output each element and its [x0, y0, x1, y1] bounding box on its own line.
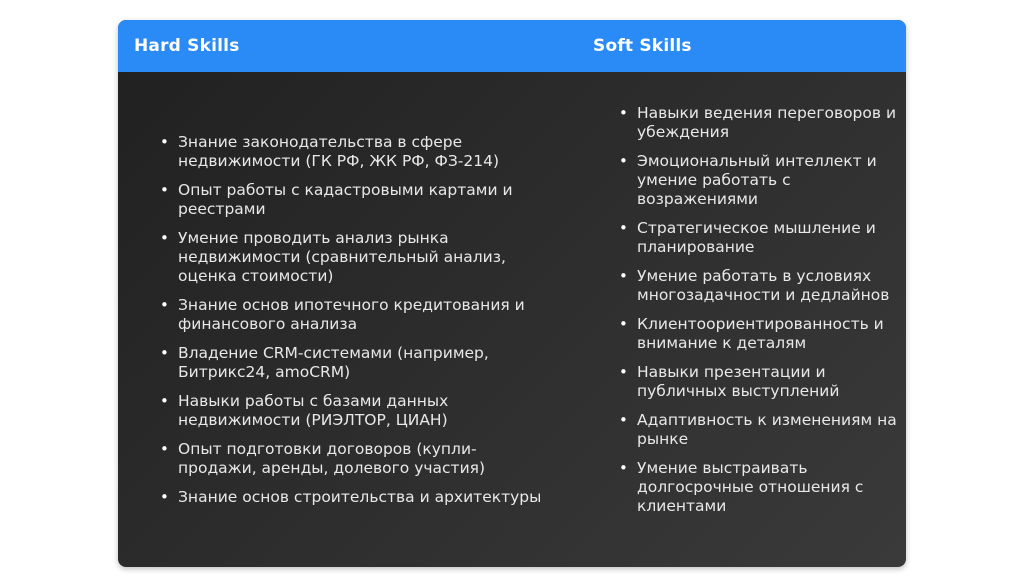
bullet-icon: •: [160, 343, 169, 362]
bullet-icon: •: [619, 219, 628, 238]
list-item: [619, 152, 899, 210]
bullet-icon: •: [619, 458, 628, 477]
soft-skill-text: Клиентоориентированность и внимание к деталям: [637, 314, 884, 353]
hard-skills-title: Hard Skills: [134, 36, 240, 56]
skills-card: [118, 20, 906, 567]
soft-skill-text: Умение работать в условиях многозадачности и дедлайнов: [637, 266, 890, 305]
bullet-icon: •: [160, 391, 169, 410]
list-item: [619, 315, 899, 354]
bullet-icon: •: [160, 228, 169, 247]
hard-skill-text: Знание законодательства в сфере недвижимости (ГК РФ, ЖК РФ, ФЗ-214): [178, 133, 500, 171]
soft-skill-text: Навыки презентации и публичных выступлений: [637, 362, 840, 401]
soft-skill-text: Навыки ведения переговоров и убеждения: [637, 104, 897, 142]
soft-skill-text: Стратегическое мышление и планирование: [637, 219, 876, 257]
bullet-icon: •: [160, 180, 169, 199]
hard-skills-list: [160, 133, 550, 516]
bullet-icon: •: [619, 410, 628, 429]
hard-skill-text: Опыт работы с кадастровыми картами и реестрами: [178, 180, 513, 219]
bullet-icon: •: [160, 487, 169, 506]
hard-skill-text: Знание основ ипотечного кредитования и финансового анализа: [178, 295, 525, 334]
hard-skill-text: Опыт подготовки договоров (купли-продажи, аренды, долевого участия): [178, 439, 486, 477]
bullet-icon: •: [619, 314, 628, 333]
list-item: [619, 411, 899, 450]
soft-skill-text: Умение выстраивать долгосрочные отношения с клиентами: [637, 458, 864, 516]
list-item: [160, 488, 550, 507]
bullet-icon: •: [619, 104, 628, 122]
bullet-icon: •: [619, 151, 628, 170]
list-item: [160, 392, 550, 431]
list-item: [619, 363, 899, 402]
bullet-icon: •: [160, 439, 169, 458]
soft-skill-text: Эмоциональный интеллект и умение работать с возражениями: [637, 151, 877, 209]
bullet-icon: •: [619, 362, 628, 381]
list-item: [160, 229, 550, 287]
hard-skill-text: Владение CRM-системами (например, Битрикс24, amoCRM): [178, 343, 489, 382]
list-item: [160, 344, 550, 383]
hard-skill-text: Навыки работы с базами данных недвижимости (РИЭЛТОР, ЦИАН): [178, 391, 449, 430]
bullet-icon: •: [160, 133, 169, 151]
soft-skills-title: Soft Skills: [593, 36, 692, 56]
list-item: [160, 181, 550, 220]
bullet-icon: •: [619, 266, 628, 285]
list-item: [160, 440, 550, 479]
hard-skill-text: Умение проводить анализ рынка недвижимости (сравнительный анализ, оценка стоимости): [178, 228, 506, 286]
list-item: [619, 267, 899, 306]
list-item: [160, 296, 550, 335]
list-item: [619, 104, 899, 143]
table-header: [118, 20, 906, 72]
soft-skill-text: Адаптивность к изменениям на рынке: [637, 410, 897, 448]
hard-skill-text: Знание основ строительства и архитектуры: [178, 487, 542, 506]
list-item: [619, 219, 899, 258]
list-item: [160, 133, 550, 172]
bullet-icon: •: [160, 295, 169, 314]
list-item: [619, 459, 899, 517]
soft-skills-list: [619, 104, 899, 526]
